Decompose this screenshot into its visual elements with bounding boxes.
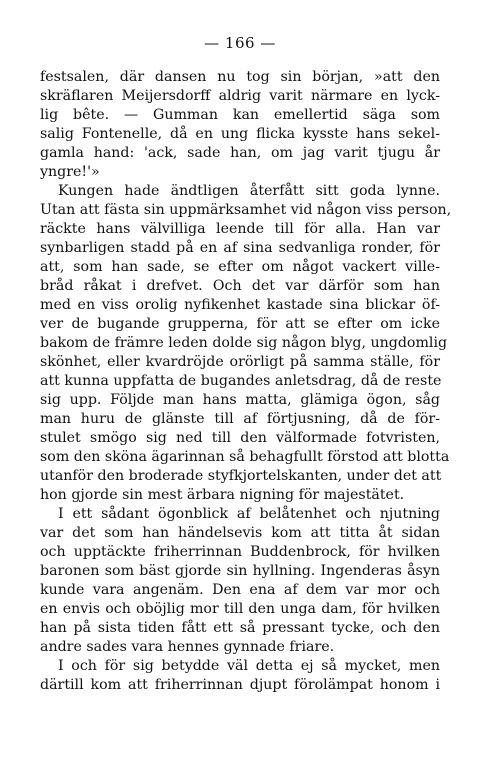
text-line: som den sköna ägarinnan så behagfullt förstod att blotta [40,449,450,465]
text-line: salig Fontenelle, då en ung flicka kysste hans sekel- [40,126,440,142]
text-line: skönhet, eller kvardröjde orörligt på samma ställe, för [40,354,440,370]
text-line: lig bête. — Gumman kan emellertid säga som [40,107,440,123]
text-line: sig upp. Följde man hans matta, glämiga ögon, såg [40,392,440,408]
text-line: en envis och oböjlig mor till den unga dam, för hvilken [40,601,440,617]
page-number: — 166 — [204,34,276,52]
text-line: därtill kom att friherrinnan djupt förolämpat honom i [40,677,440,693]
text-line: I ett sådant ögonblick af belåtenhet och njutning [58,506,440,522]
paragraph [40,505,440,657]
text-line: bråd råkat i drefvet. Och det var därför som han [40,278,440,294]
text-line: räckte hans välvilliga leende till för alla. Han var [40,221,440,237]
text-line: I och för sig betydde väl detta ej så mycket, men [58,658,440,674]
paragraph [40,68,440,182]
text-line: bakom de främre leden dolde sig någon blyg, ungdomlig [40,335,448,351]
text-line: skräflaren Meijersdorff aldrig varit närmare en lyck- [40,88,440,104]
text-line: med en viss orolig nyfikenhet kastade sina blickar öf- [40,297,440,313]
text-line: Utan att fästa sin uppmärksamhet vid någon viss person, [40,202,452,218]
text-line: andre sades vara hennes gynnade friare. [40,639,335,655]
text-line: stulet smögo sig ned till den välformade fotvristen, [40,430,440,446]
text-line: kunde vara angenäm. Den ena af dem var mor och [40,582,440,598]
text-line: Kungen hade ändtligen återfått sitt goda lynne. [58,183,440,199]
text-line: man huru de glänste till af förtjusning, då de för- [40,411,440,427]
text-line: festsalen, där dansen nu tog sin början, »att den [40,69,440,85]
paragraph [40,657,440,695]
text-line: yngre!'» [40,164,100,180]
text-line: att kunna uppfatta de bugandes anletsdrag, då de reste [40,373,442,389]
text-line: gamla hand: 'ack, sade han, om jag varit tjugu år [40,145,440,161]
text-line: utanför den broderade styfkjortelskanten, under det att [40,468,442,484]
text-line: ver de bugande grupperna, för att se efter om icke [40,316,440,332]
text-line: och upptäckte friherrinnan Buddenbrock, för hvilken [40,544,440,560]
text-line: baronen som bäst gjorde sin hyllning. Ingenderas åsyn [40,563,440,579]
text-line: var det som han händelsevis kom att titta åt sidan [40,525,440,541]
text-line: att, som han sade, se efter om något vackert ville- [40,259,440,275]
text-line: hon gjorde sin mest ärbara nigning för majestätet. [40,487,405,503]
text-line: synbarligen stadd på en af sina sedvanliga ronder, för [40,240,440,256]
text-line: han på sista tiden fått ett så pressant tycke, och den [40,620,440,636]
paragraph [40,182,452,505]
body-text [40,68,452,695]
